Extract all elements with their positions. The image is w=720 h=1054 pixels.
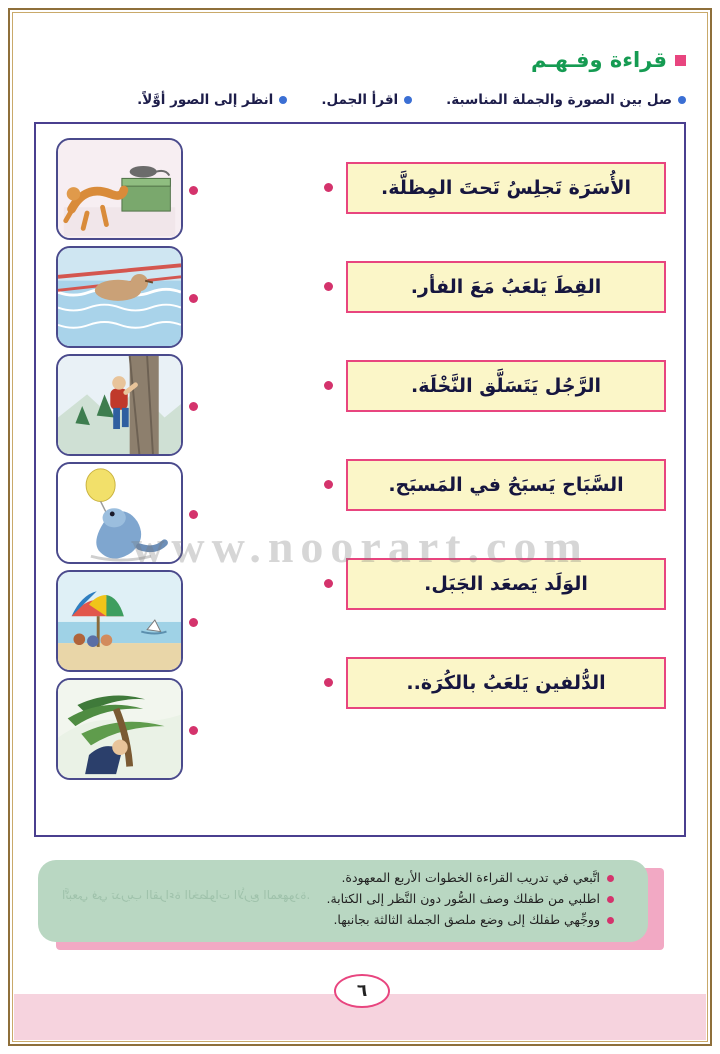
picture-column: [56, 138, 183, 786]
picture-connector-dot-5[interactable]: [189, 618, 198, 627]
picture-boy-climbing-palm[interactable]: [56, 678, 183, 780]
picture-cat-chasing-mouse-on-box[interactable]: [56, 138, 183, 240]
picture-connector-dot-6[interactable]: [189, 726, 198, 735]
sentence-text-6: الدُّلفين يَلعَبُ بالكُرَة..: [406, 672, 606, 694]
sentence-text-5: الوَلَد يَصعَد الجَبَل.: [424, 573, 588, 595]
instructions-row: [34, 92, 686, 108]
picture-man-climbing-rock[interactable]: [56, 354, 183, 456]
parent-note-text-3: ووجِّهي طفلك إلى وضع ملصق الجملة الثالثة بجانبها.: [333, 912, 600, 927]
picture-family-under-beach-umbrella[interactable]: [56, 570, 183, 672]
dot-bullet-icon: [279, 96, 287, 104]
picture-connector-dot-1[interactable]: [189, 186, 198, 195]
instruction-item-1: [446, 92, 686, 108]
parent-note-item-3: [188, 912, 614, 927]
note-dot-icon: [607, 875, 614, 882]
note-dot-icon: [607, 896, 614, 903]
instruction-label-3: انظر إلى الصور أوَّلاً.: [137, 92, 274, 108]
note-dot-icon: [607, 917, 614, 924]
instruction-item-2: [321, 92, 412, 108]
page-number: ٦: [334, 974, 390, 1008]
sentence-box-5[interactable]: [346, 558, 666, 610]
sentence-connector-dot-6[interactable]: [324, 678, 333, 687]
sentence-box-3[interactable]: [346, 360, 666, 412]
parent-note-item-1: [188, 870, 614, 885]
instruction-label-1: صل بين الصورة والجملة المناسبة.: [446, 92, 672, 108]
section-title-label: قراءة وفـهـم: [531, 48, 667, 72]
sentence-text-2: القِطَ يَلعَبُ مَعَ الفأر.: [410, 276, 602, 298]
dot-bullet-icon: [678, 96, 686, 104]
instruction-label-2: اقرأ الجمل.: [321, 92, 399, 108]
dot-bullet-icon: [404, 96, 412, 104]
sentence-text-3: الرَّجُل يَتَسَلَّق النَّخْلَة.: [410, 375, 602, 397]
sentence-text-1: الأُسَرَة تَجلِسُ تَحتَ المِظلَّة.: [381, 177, 631, 199]
picture-seal-with-balloon[interactable]: [56, 462, 183, 564]
sentence-connector-dot-3[interactable]: [324, 381, 333, 390]
picture-connector-dot-2[interactable]: [189, 294, 198, 303]
parent-note-lines: [188, 870, 614, 933]
sentence-text-4: السَّبَاح يَسبَحُ في المَسبَح.: [388, 474, 624, 496]
picture-dog-swimming-in-pool[interactable]: [56, 246, 183, 348]
parent-note-text-2: اطلبي من طفلك وصف الصُّور دون النَّظر إلى الكتابة.: [326, 891, 600, 906]
parent-note-box: [38, 860, 648, 942]
sentence-box-4[interactable]: [346, 459, 666, 511]
sentence-connector-dot-1[interactable]: [324, 183, 333, 192]
matching-exercise-panel: [34, 122, 686, 837]
picture-connector-dot-4[interactable]: [189, 510, 198, 519]
sentence-column: [346, 162, 666, 756]
parent-note-text-1: اتَّبعي في تدريب القراءة الخطوات الأربع المعهودة.: [341, 870, 600, 885]
sentence-box-2[interactable]: [346, 261, 666, 313]
sentence-connector-dot-4[interactable]: [324, 480, 333, 489]
instruction-item-3: [137, 92, 287, 108]
parent-note-item-2: [188, 891, 614, 906]
picture-connector-dot-3[interactable]: [189, 402, 198, 411]
sentence-connector-dot-5[interactable]: [324, 579, 333, 588]
page-content: [26, 26, 694, 1028]
sentence-box-6[interactable]: [346, 657, 666, 709]
sentence-connector-dot-2[interactable]: [324, 282, 333, 291]
square-bullet-icon: [675, 55, 686, 66]
section-title: [531, 48, 686, 72]
parent-note-ghost-text: اتَّبعي في تدريب القراءة الخطوات الأربع المعهودة.: [62, 888, 311, 902]
sentence-box-1[interactable]: [346, 162, 666, 214]
watermark: www.noorart.com: [131, 521, 589, 572]
